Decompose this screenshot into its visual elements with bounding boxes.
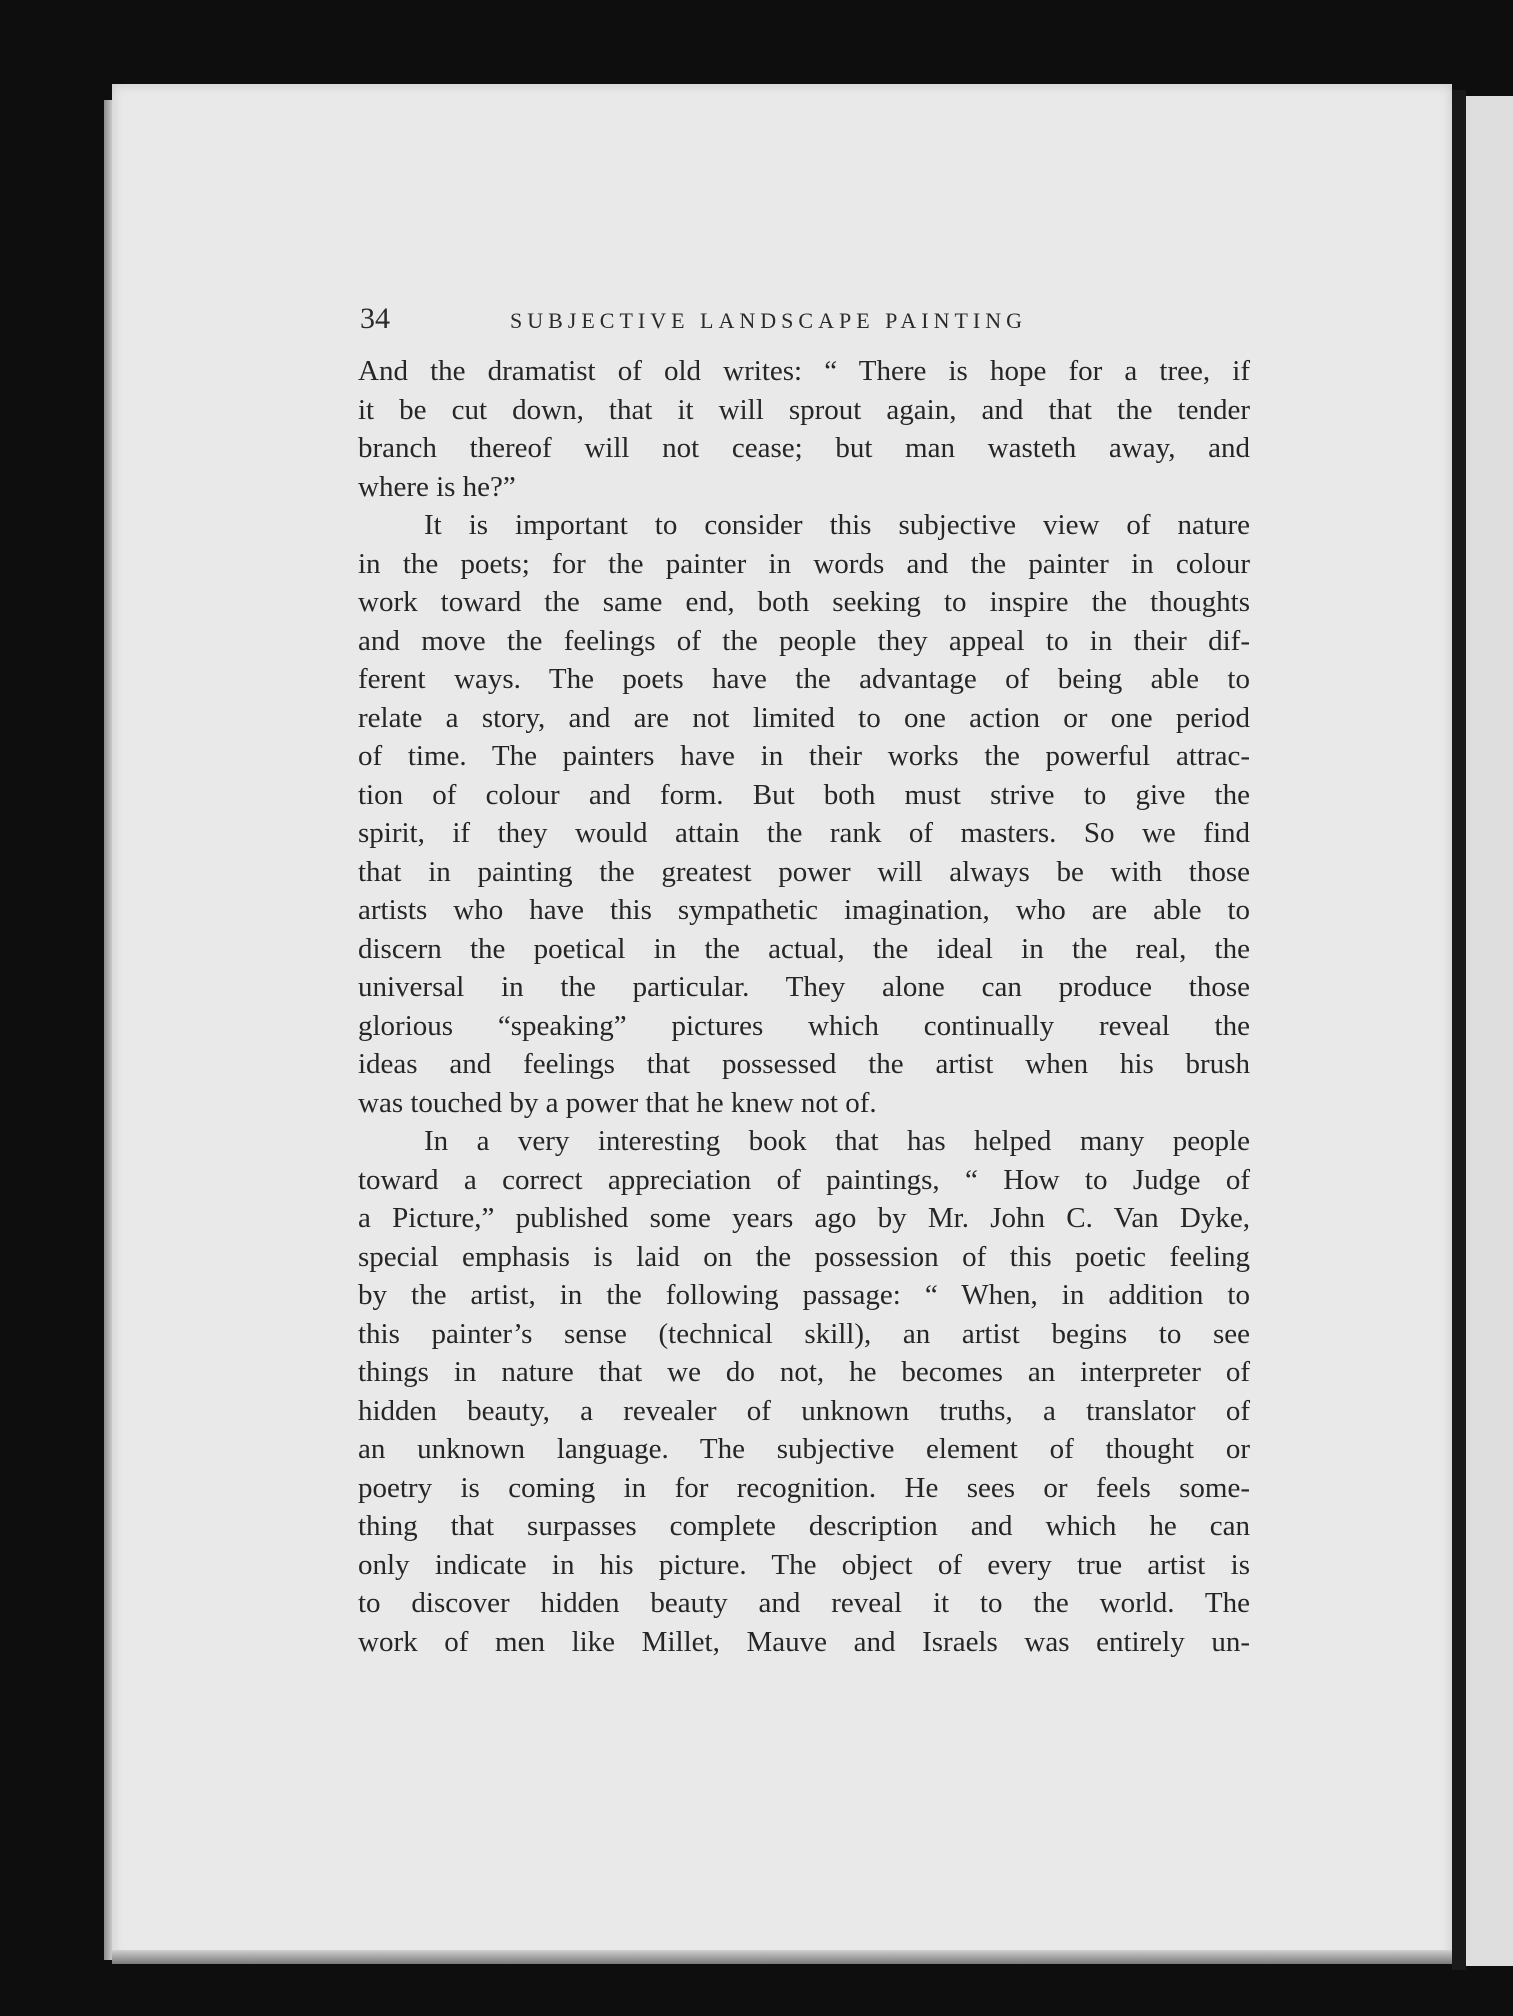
page-edge-bottom bbox=[112, 1950, 1452, 1964]
book-gutter bbox=[1452, 90, 1466, 1970]
text-line: relate a story, and are not limited to one action or one period bbox=[358, 701, 1250, 734]
text-line: in the poets; for the painter in words and the painter in colour bbox=[358, 547, 1250, 580]
text-line: In a very interesting book that has helped many people bbox=[424, 1125, 1250, 1157]
text-line: And the dramatist of old writes: “ There is hope for a tree, if bbox=[358, 355, 1250, 387]
text-line: ideas and feelings that possessed the artist when his brush bbox=[358, 1048, 1250, 1080]
text-line: artists who have this sympathetic imagination, who are able to bbox=[358, 894, 1250, 926]
adjacent-page-edge bbox=[1466, 96, 1513, 1966]
text-line: this painter’s sense (technical skill), an artist begins to see bbox=[358, 1317, 1250, 1350]
text-line: thing that surpasses complete description and which he can bbox=[358, 1510, 1250, 1542]
text-line: It is important to consider this subjective view of nature bbox=[424, 509, 1250, 541]
text-line: of time. The painters have in their works the powerful attrac- bbox=[358, 740, 1250, 772]
text-line: by the artist, in the following passage: “ When, in addition to bbox=[358, 1279, 1250, 1311]
text-line: that in painting the greatest power will always be with those bbox=[358, 855, 1250, 888]
text-line: spirit, if they would attain the rank of masters. So we find bbox=[358, 817, 1250, 849]
text-line: and move the feelings of the people they appeal to in their dif- bbox=[358, 624, 1250, 657]
page-header bbox=[360, 302, 1252, 342]
text-line: it be cut down, that it will sprout again, and that the tender bbox=[358, 393, 1250, 426]
text-line: only indicate in his picture. The object of every true artist is bbox=[358, 1548, 1250, 1581]
text-line: things in nature that we do not, he becomes an interpreter of bbox=[358, 1356, 1250, 1388]
text-line: discern the poetical in the actual, the ideal in the real, the bbox=[358, 932, 1250, 965]
text-line: tion of colour and form. But both must strive to give the bbox=[358, 778, 1250, 811]
text-line: poetry is coming in for recognition. He sees or feels some- bbox=[358, 1471, 1250, 1504]
text-line: a Picture,” published some years ago by Mr. John C. Van Dyke, bbox=[358, 1202, 1250, 1234]
text-line: branch thereof will not cease; but man wasteth away, and bbox=[358, 432, 1250, 464]
text-line: work toward the same end, both seeking to inspire the thoughts bbox=[358, 586, 1250, 618]
text-line: an unknown language. The subjective element of thought or bbox=[358, 1433, 1250, 1465]
text-line: to discover hidden beauty and reveal it to the world. The bbox=[358, 1587, 1250, 1619]
text-line: toward a correct appreciation of paintings, “ How to Judge of bbox=[358, 1163, 1250, 1196]
page-number: 34 bbox=[360, 302, 390, 335]
body-text bbox=[358, 352, 1250, 1661]
text-line: hidden beauty, a revealer of unknown truths, a translator of bbox=[358, 1394, 1250, 1427]
text-line: special emphasis is laid on the possession of this poetic feeling bbox=[358, 1240, 1250, 1273]
text-line: was touched by a power that he knew not of. bbox=[358, 1086, 877, 1119]
text-line: universal in the particular. They alone can produce those bbox=[358, 971, 1250, 1003]
text-line: glorious “speaking” pictures which continually reveal the bbox=[358, 1009, 1250, 1042]
text-line: work of men like Millet, Mauve and Israels was entirely un- bbox=[358, 1625, 1250, 1658]
running-head: SUBJECTIVE LANDSCAPE PAINTING bbox=[510, 308, 1027, 333]
text-line: ferent ways. The poets have the advantage of being able to bbox=[358, 663, 1250, 695]
text-line: where is he?” bbox=[358, 470, 516, 503]
